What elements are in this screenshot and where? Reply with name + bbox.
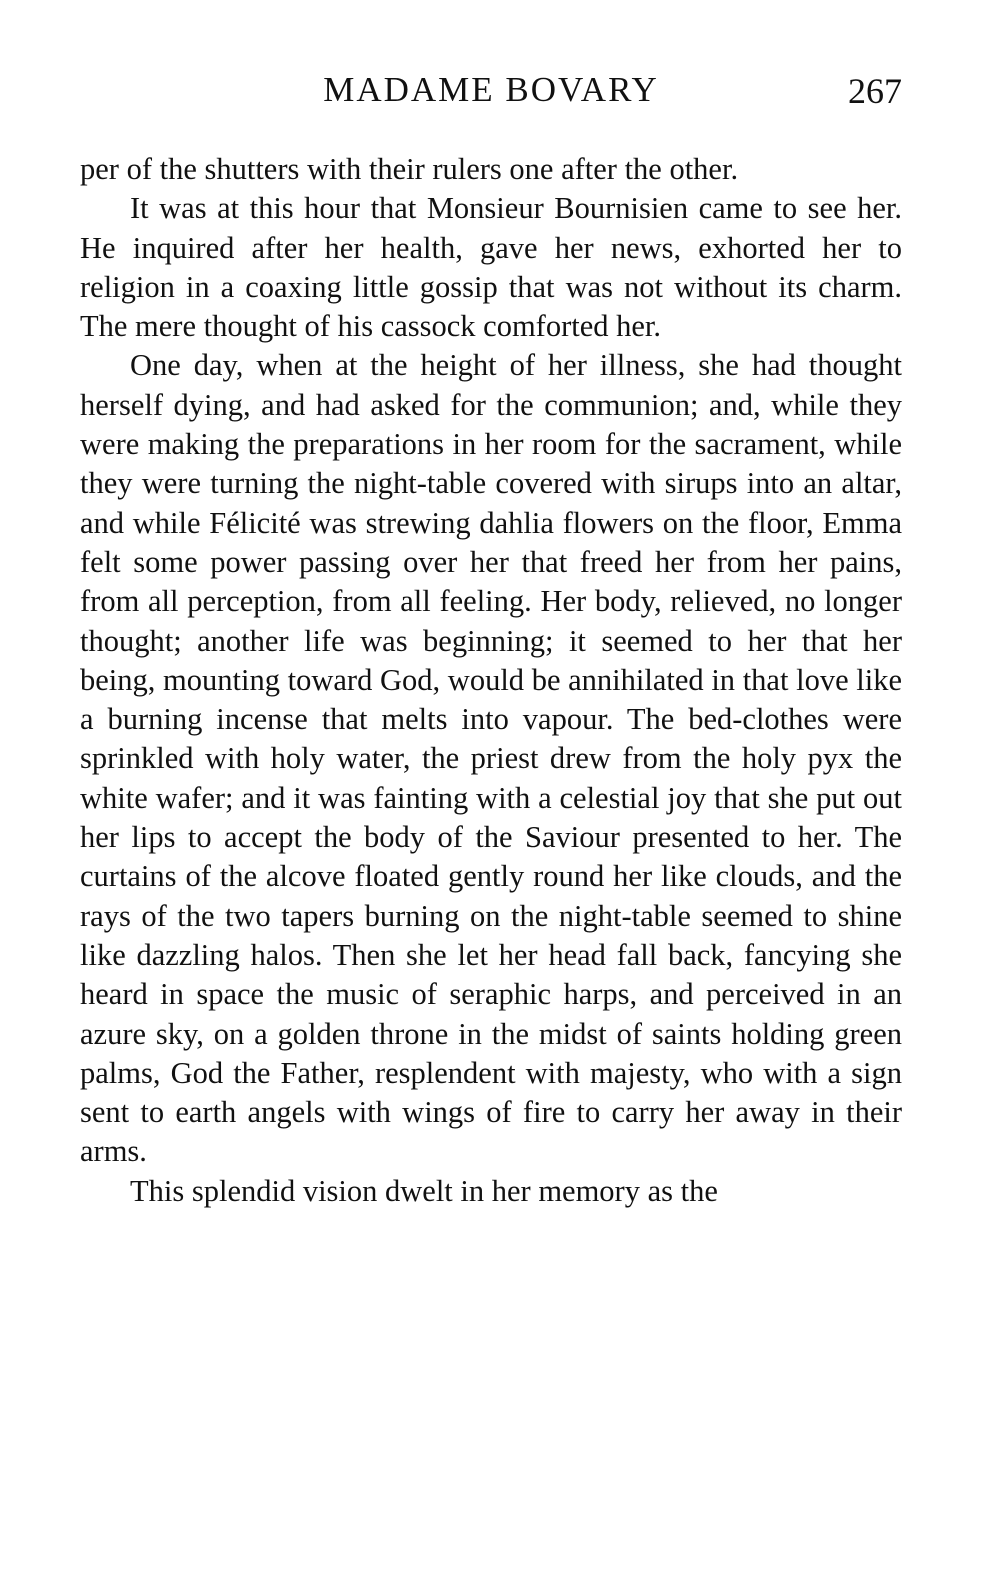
page-number: 267	[848, 71, 902, 111]
running-title: MADAME BOVARY	[323, 70, 659, 109]
running-head	[80, 70, 902, 114]
paragraph-continuation: per of the shutters with their rulers one after the other.	[80, 152, 739, 186]
paragraph-memory: This splendid vision dwelt in her memory as the	[130, 1173, 718, 1208]
body-text	[80, 150, 902, 1211]
paragraph-bournisien-visit: It was at this hour that Monsieur Bournisien came to see her. He inquired after her health, gave her news, exhorted her to religion in a coaxing little gossip that was not without its charm. The mere thought of his cassock comforted her.	[80, 191, 902, 344]
paragraph-communion-vision: One day, when at the height of her illness, she had thought herself dying, and had asked for the communion; and, while they were making the preparations in her room for the sacrament, while they were turning the night-table covered with sirups into an altar, and while Félicité was strewing dahlia flowers on the floor, Emma felt some power passing over her that freed her from her pains, from all perception, from all feeling. Her body, relieved, no longer thought; another life was beginning; it seemed to her that her being, mounting toward God, would be annihilated in that love like a burning incense that melts into vapour. The bed-clothes were sprinkled with holy water, the priest drew from the holy pyx the white wafer; and it was fainting with a celestial joy that she put out her lips to accept the body of the Saviour presented to her. The curtains of the alcove floated gently round her like clouds, and the rays of the two tapers burning on the night-table seemed to shine like dazzling halos. Then she let her head fall back, fancying she heard in space the music of seraphic harps, and perceived in an azure sky, on a golden throne in the midst of saints holding green palms, God the Father, resplendent with majesty, who with a sign sent to earth angels with wings of fire to carry her away in their arms.	[80, 348, 902, 1169]
